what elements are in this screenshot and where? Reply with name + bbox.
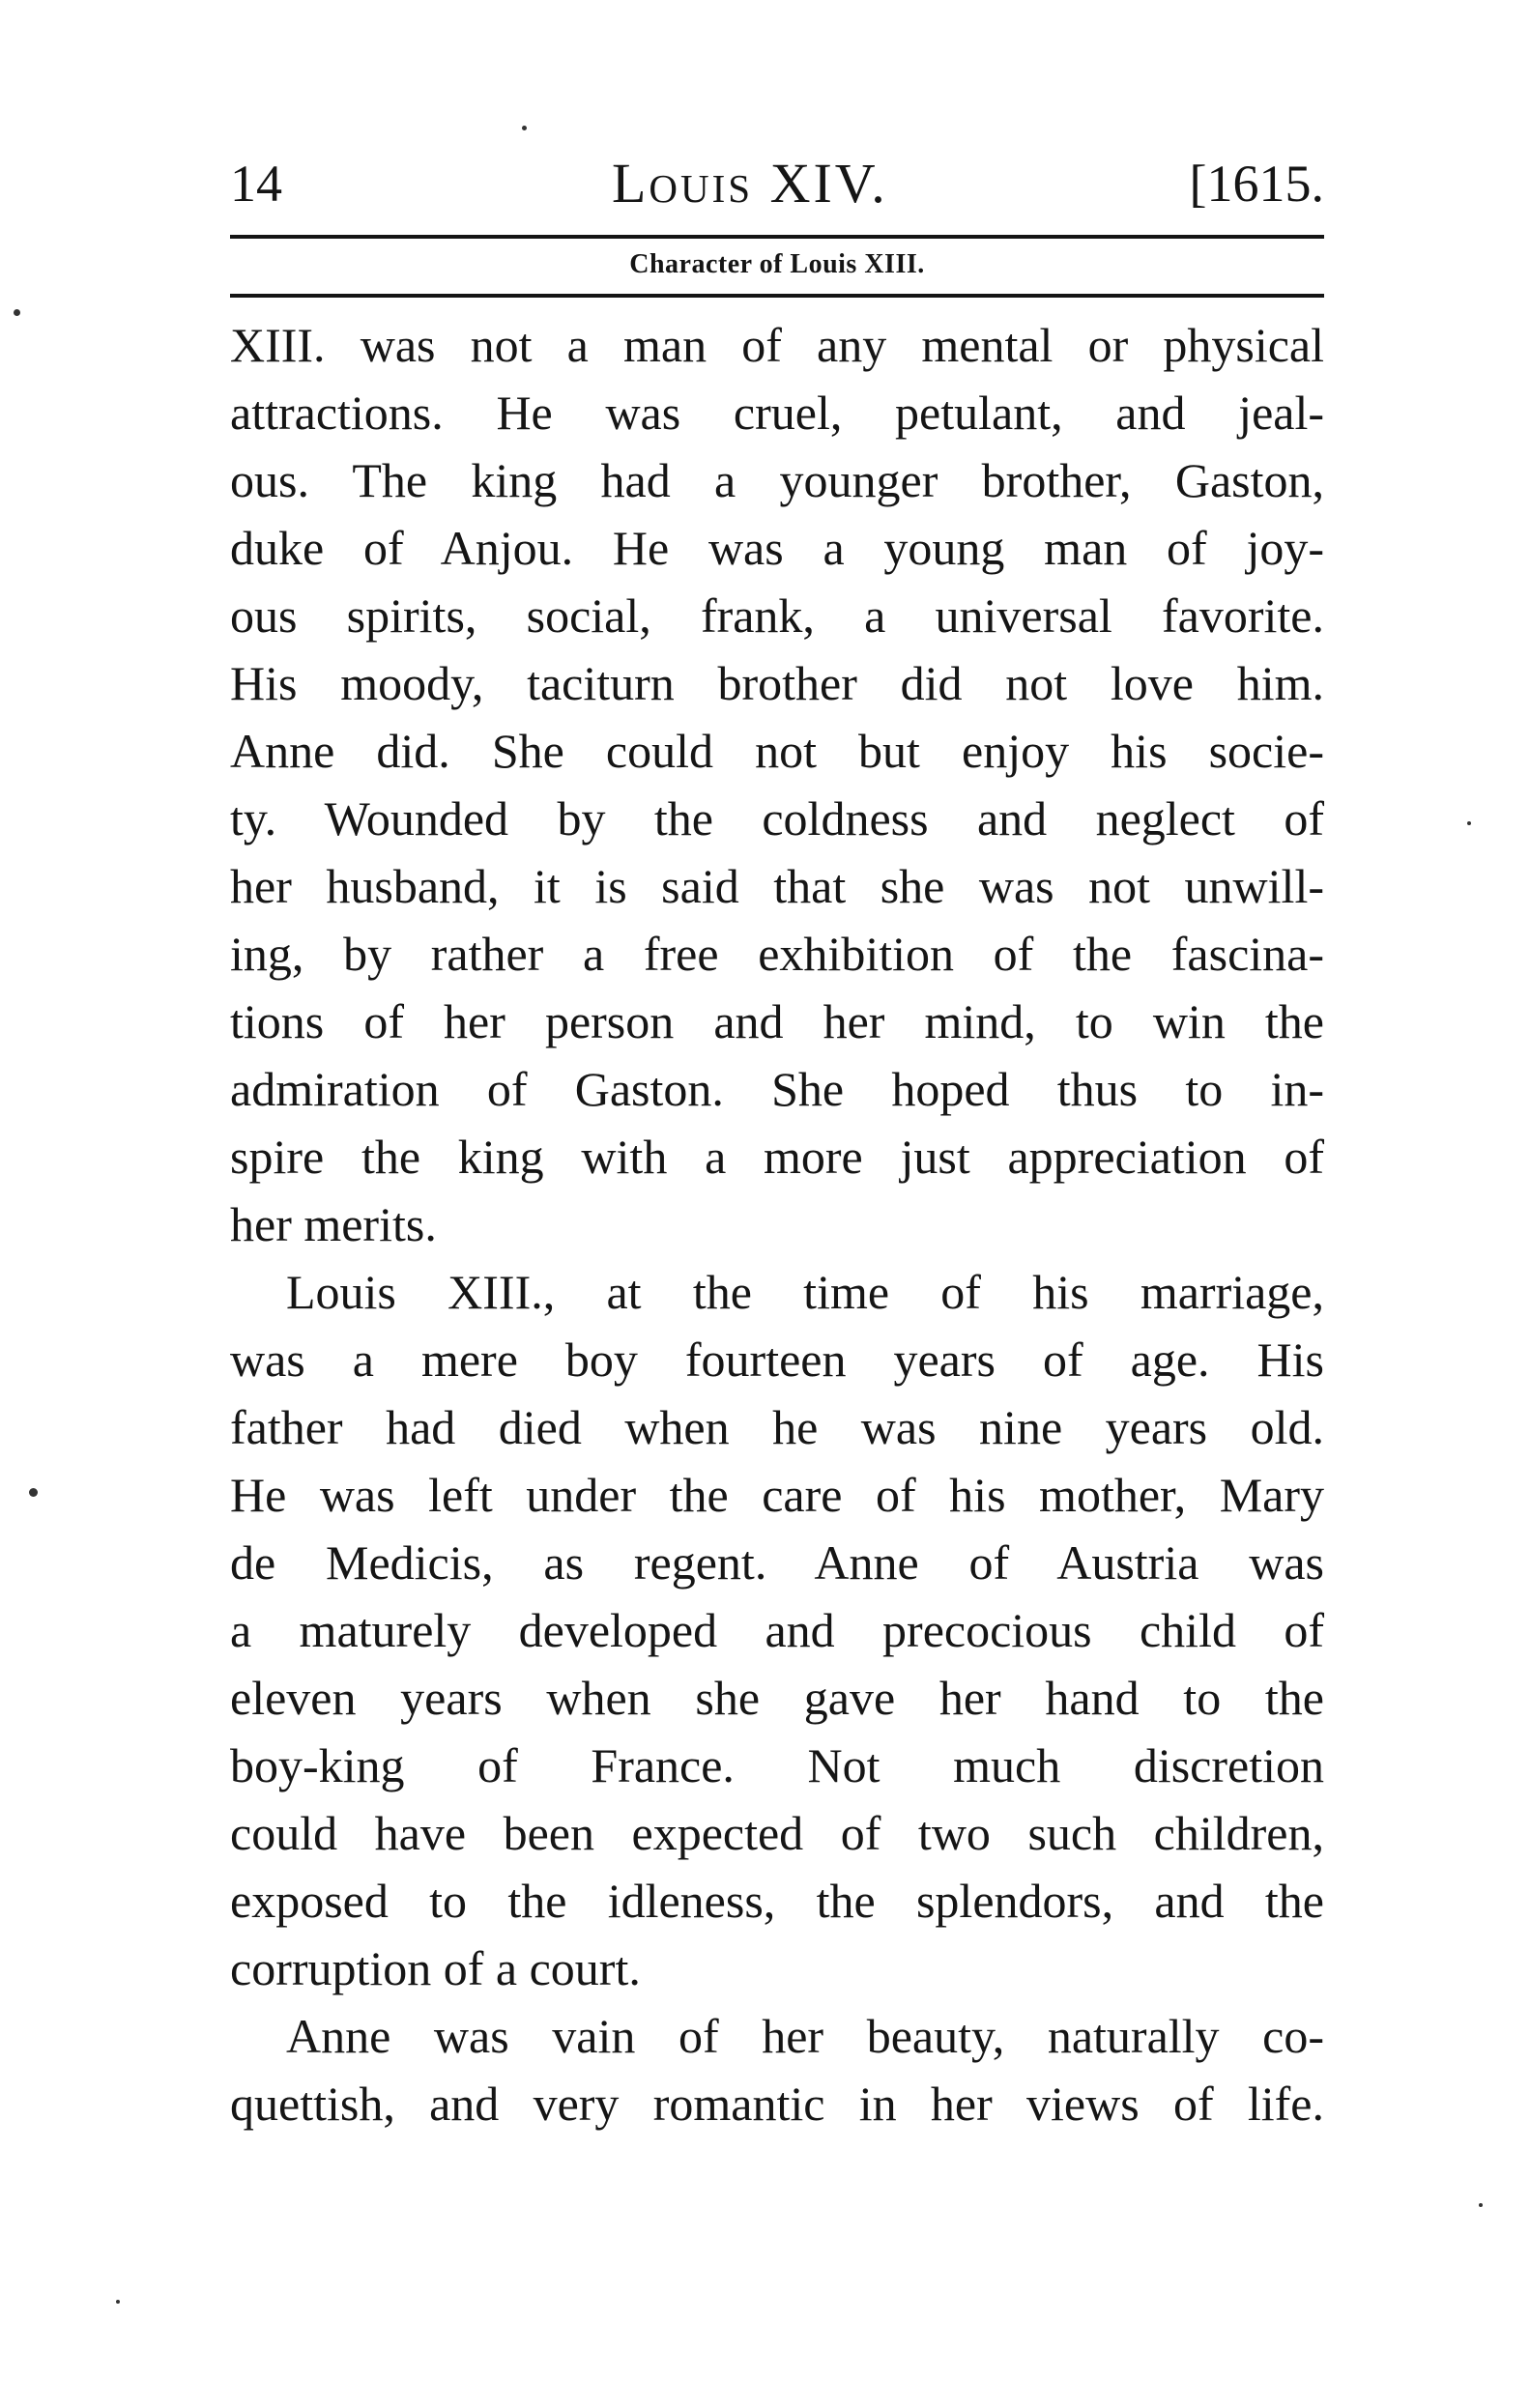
text-line: her husband, it is said that she was not unwill- xyxy=(230,859,1324,913)
text-line: XIII. was not a man of any mental or physical xyxy=(230,318,1324,372)
text-line: tions of her person and her mind, to win the xyxy=(230,994,1324,1048)
book-title: Louis XIV. xyxy=(612,152,888,215)
text-line: His moody, taciturn brother did not love him. xyxy=(230,656,1324,710)
text-line: ing, by rather a free exhibition of the fascina- xyxy=(230,927,1324,981)
text-line: eleven years when she gave her hand to the xyxy=(230,1671,1324,1725)
scan-speck xyxy=(1479,2203,1483,2207)
year-marker: [1615. xyxy=(1189,155,1324,213)
section-subhead: Character of Louis XIII. xyxy=(629,249,925,279)
text-line: ous. The king had a younger brother, Gaston, xyxy=(230,453,1324,507)
text-line: father had died when he was nine years old. xyxy=(230,1400,1324,1454)
header-rule-top xyxy=(230,235,1324,239)
text-line: ty. Wounded by the coldness and neglect of xyxy=(230,791,1324,846)
text-line: Louis XIII., at the time of his marriage, xyxy=(286,1265,1324,1319)
text-line: corruption of a court. xyxy=(230,1941,641,1995)
page-number: 14 xyxy=(230,155,282,213)
scan-speck xyxy=(29,1488,38,1497)
text-line: admiration of Gaston. She hoped thus to in- xyxy=(230,1062,1324,1116)
header-rule-bottom xyxy=(230,294,1324,298)
text-line: attractions. He was cruel, petulant, and jeal- xyxy=(230,386,1324,440)
text-line: duke of Anjou. He was a young man of joy- xyxy=(230,521,1324,575)
scan-speck xyxy=(1467,821,1471,825)
running-head xyxy=(230,145,1324,222)
text-line: boy-king of France. Not much discretion xyxy=(230,1738,1324,1792)
text-line: ous spirits, social, frank, a universal favorite. xyxy=(230,588,1324,643)
scan-speck xyxy=(522,126,527,130)
scan-speck xyxy=(14,309,20,316)
text-line: de Medicis, as regent. Anne of Austria was xyxy=(230,1535,1324,1590)
text-line: was a mere boy fourteen years of age. His xyxy=(230,1333,1324,1387)
text-line: He was left under the care of his mother, Mary xyxy=(230,1468,1324,1522)
text-line: could have been expected of two such children, xyxy=(230,1806,1324,1860)
text-line: a maturely developed and precocious child of xyxy=(230,1603,1324,1657)
text-line: her merits. xyxy=(230,1197,437,1251)
body-text xyxy=(230,311,1324,2137)
text-line: Anne was vain of her beauty, naturally co- xyxy=(286,2009,1324,2063)
text-line: spire the king with a more just appreciation of xyxy=(230,1130,1324,1184)
scan-speck xyxy=(116,2300,120,2304)
text-line: quettish, and very romantic in her views of life. xyxy=(230,2077,1324,2131)
text-line: exposed to the idleness, the splendors, and the xyxy=(230,1874,1324,1928)
text-line: Anne did. She could not but enjoy his socie- xyxy=(230,724,1324,778)
